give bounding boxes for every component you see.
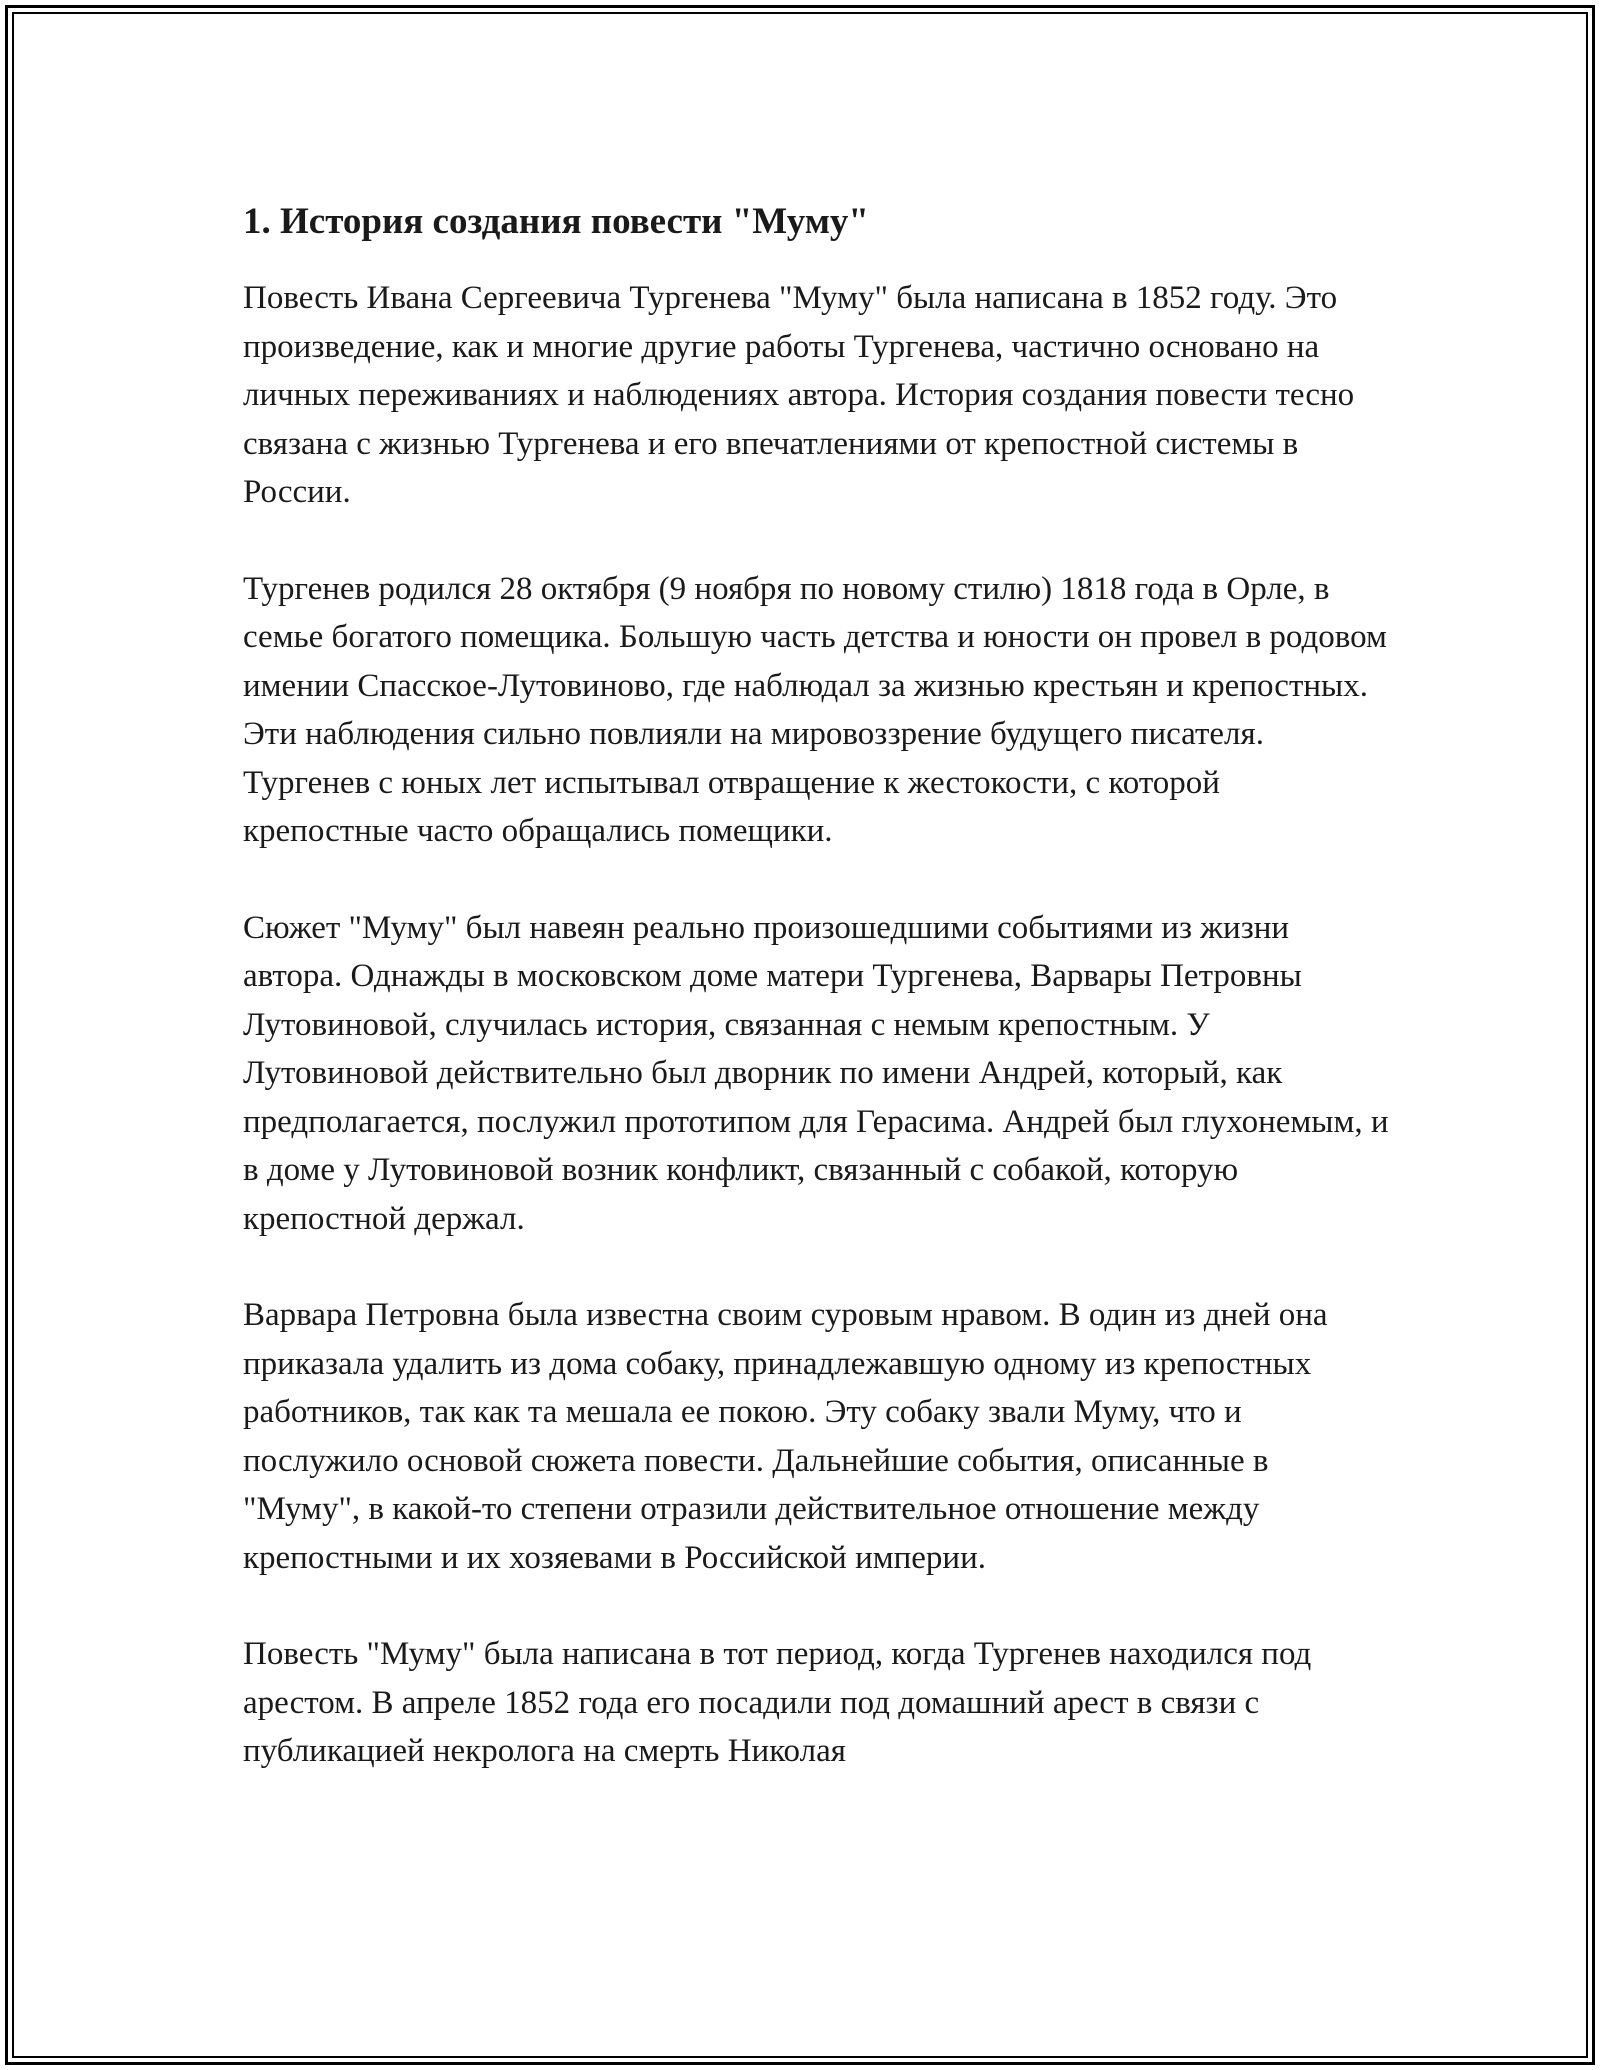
page-frame [5, 5, 1595, 2065]
paragraph-2: Тургенев родился 28 октября (9 ноября по новому стилю) 1818 года в Орле, в семье богатого помещика. Большую часть детства и юности он провел в родовом имении Спасское-Лутовиново, где наблюдал за жизнью крестьян и крепостных. Эти наблюдения сильно повлияли на мировоззрение будущего писателя. Тургенев с юных лет испытывал отвращение к жестокости, с которой крепостные часто обращались помещики. [243, 570, 1387, 849]
document-body [243, 194, 1393, 1824]
paragraph-1: Повесть Ивана Сергеевича Тургенева "Муму" была написана в 1852 году. Это произведение, как и многие другие работы Тургенева, частично основано на личных переживаниях и наблюдениях автора. История создания повести тесно связана с жизнью Тургенева и его впечатлениями от крепостной системы в России. [243, 280, 1355, 510]
paragraph-4: Варвара Петровна была известна своим суровым нравом. В один из дней она приказала удалить из дома собаку, принадлежавшую одному из крепостных работников, так как та мешала ее покою. Эту собаку звали Муму, что и послужило основой сюжета повести. Дальнейшие события, описанные в "Муму", в какой-то степени отразили действительное отношение между крепостными и их хозяевами в Российской империи. [243, 1297, 1328, 1576]
paragraph-5: Повесть "Муму" была написана в тот период, когда Тургенев находился под арестом. В апреле 1852 года его посадили под домашний арест в связи с публикацией некролога на смерть Николая [243, 1636, 1312, 1769]
section-heading: 1. История создания повести "Муму" [243, 201, 869, 242]
paragraph-3: Сюжет "Муму" был навеян реально произошедшими событиями из жизни автора. Однажды в московском доме матери Тургенева, Варвары Петровны Лутовиновой, случилась история, связанная с немым крепостным. У Лутовиновой действительно был дворник по имени Андрей, который, как предполагается, послужил прототипом для Герасима. Андрей был глухонемым, и в доме у Лутовиновой возник конфликт, связанный с собакой, которую крепостной держал. [243, 909, 1389, 1237]
